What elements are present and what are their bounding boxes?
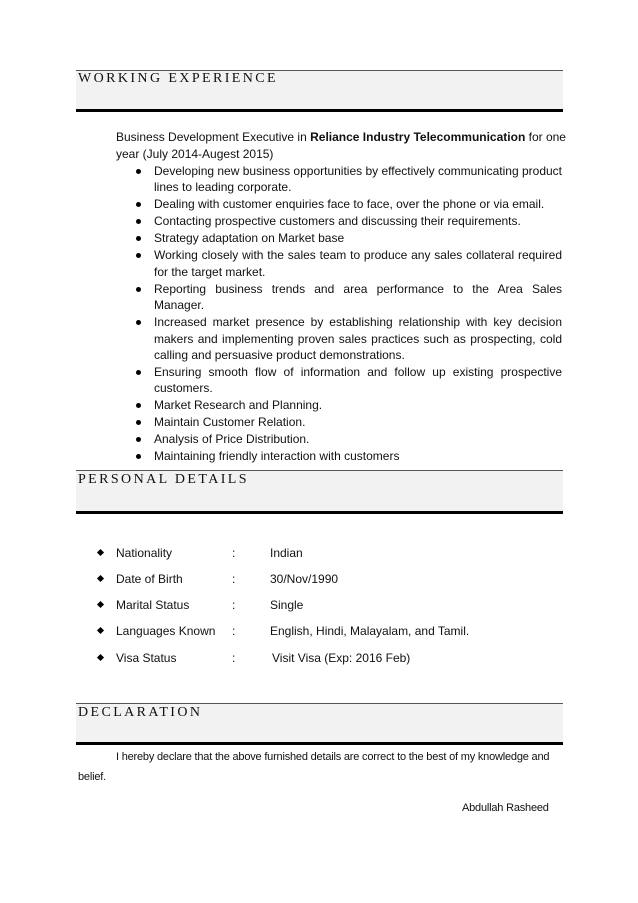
- declaration-text-block: [78, 747, 568, 787]
- personal-value: English, Hindi, Malayalam, and Tamil.: [270, 624, 470, 638]
- duty-item: Ensuring smooth flow of information and follow up existing prospective customers.: [116, 364, 562, 397]
- personal-row-dob: [96, 572, 556, 588]
- personal-row-nationality: [96, 546, 556, 562]
- duty-item: Strategy adaptation on Market base: [116, 230, 562, 246]
- personal-value: Indian: [270, 546, 303, 560]
- personal-row-visa-status: [96, 651, 556, 667]
- declaration-text: I hereby declare that the above furnished details are correct to the best of my knowledge and belief.: [78, 751, 550, 783]
- personal-row-languages: [96, 624, 556, 640]
- declaration-header: [76, 703, 563, 745]
- bullet-icon: [136, 219, 141, 224]
- diamond-bullet-icon: [97, 627, 104, 634]
- bullet-icon: [136, 320, 141, 325]
- bullet-icon: [136, 287, 141, 292]
- duty-item: Maintain Customer Relation.: [116, 414, 562, 430]
- diamond-bullet-icon: [97, 654, 104, 661]
- diamond-bullet-icon: [97, 601, 104, 608]
- duty-item: Reporting business trends and area performance to the Area Sales Manager.: [116, 281, 562, 314]
- personal-value: 30/Nov/1990: [270, 572, 339, 586]
- personal-label: Marital Status: [116, 598, 190, 612]
- duty-item: Increased market presence by establishing relationship with key decision makers and implementing proven sales practices such as prospecting, cold calling and persuasive product demonstrations.: [116, 314, 562, 363]
- duty-item: Developing new business opportunities by effectively communicating product lines to leading corporate.: [116, 163, 562, 196]
- separator: :: [232, 572, 236, 586]
- diamond-bullet-icon: [97, 549, 104, 556]
- separator: :: [232, 598, 236, 612]
- duty-item: Maintaining friendly interaction with customers: [116, 448, 562, 464]
- duty-item: Analysis of Price Distribution.: [116, 431, 562, 447]
- personal-label: Nationality: [116, 546, 173, 560]
- job-period-text: for one year (July 2014-Augest 2015): [116, 130, 566, 161]
- company-name: Reliance Industry Telecommunication: [310, 130, 526, 144]
- duty-item: Market Research and Planning.: [116, 397, 562, 413]
- bullet-icon: [136, 420, 141, 425]
- diamond-bullet-icon: [97, 575, 104, 582]
- bullet-icon: [136, 370, 141, 375]
- personal-details-header: [76, 470, 563, 514]
- bullet-icon: [136, 202, 141, 207]
- job-intro: [116, 129, 566, 163]
- declaration-title: DECLARATION: [78, 705, 203, 720]
- duty-item: Contacting prospective customers and discussing their requirements.: [116, 213, 562, 229]
- bullet-icon: [136, 236, 141, 241]
- personal-label: Date of Birth: [116, 572, 183, 586]
- duties-list: [116, 163, 562, 465]
- bullet-icon: [136, 253, 141, 258]
- bullet-icon: [136, 403, 141, 408]
- job-title-text: Business Development Executive in: [116, 130, 307, 144]
- separator: :: [232, 546, 236, 560]
- bullet-icon: [136, 169, 141, 174]
- personal-value: Single: [270, 598, 304, 612]
- personal-label: Visa Status: [116, 651, 177, 665]
- personal-value: Visit Visa (Exp: 2016 Feb): [272, 651, 411, 665]
- bullet-icon: [136, 454, 141, 459]
- signature-name: Abdullah Rasheed: [462, 802, 549, 814]
- working-experience-title: WORKING EXPERIENCE: [78, 71, 278, 86]
- separator: :: [232, 624, 236, 638]
- duty-item: Working closely with the sales team to produce any sales collateral required for the target market.: [116, 247, 562, 280]
- bullet-icon: [136, 437, 141, 442]
- personal-label: Languages Known: [116, 624, 216, 638]
- working-experience-header: [76, 70, 563, 112]
- duty-item: Dealing with customer enquiries face to face, over the phone or via email.: [116, 196, 562, 212]
- personal-row-marital-status: [96, 598, 556, 614]
- personal-details-title: PERSONAL DETAILS: [78, 472, 249, 487]
- separator: :: [232, 651, 236, 665]
